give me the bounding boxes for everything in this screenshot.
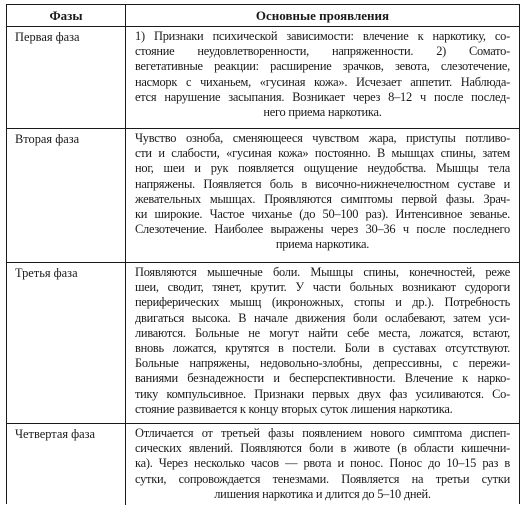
phase-name: Первая фаза bbox=[7, 27, 126, 128]
description-line: приема наркотика. bbox=[275, 237, 370, 252]
phases-table bbox=[6, 4, 520, 504]
table-row bbox=[7, 129, 519, 263]
description-line: стояние развивается к концу вторых суток лишения наркотика. bbox=[135, 401, 453, 416]
description-line: Больные напряжены, недовольно-злобны, депрессивны, с пережи- bbox=[135, 356, 510, 371]
description-line: шеи, сводит, тянет, крутит. У части больных возникают судороги bbox=[135, 280, 510, 295]
description-line: лишения наркотика и длится до 5–10 дней. bbox=[214, 486, 431, 501]
phase-description bbox=[126, 27, 519, 128]
description-line: ки широкие. Частое чиханье (до 50–100 раз). Интенсивное зеванье. bbox=[135, 207, 510, 222]
description-line: периферических мышц (икроножных, стопы и др.). Потребность bbox=[135, 295, 510, 310]
table-row bbox=[7, 263, 519, 424]
phase-name: Вторая фаза bbox=[7, 129, 126, 262]
description-line: ваниями безнадежности и бесперспективности. Влечение к нарко- bbox=[135, 371, 510, 386]
description-line: ется нарушение засыпания. Возникает через 8–12 ч после послед- bbox=[135, 89, 510, 104]
description-line: Отличается от третьей фазы появлением нового симптома диспеп- bbox=[135, 426, 510, 440]
description-line: Слезотечение. Наиболее выражены через 30–36 ч после последнего bbox=[135, 222, 510, 237]
table-header-row bbox=[7, 5, 519, 27]
description-line: жевательных мышцах. Проявляются симптомы первой фазы. Зрач- bbox=[135, 191, 510, 206]
phase-description bbox=[126, 424, 519, 505]
description-line: Появляются мышечные боли. Мышцы спины, конечностей, реже bbox=[135, 265, 510, 279]
description-line: ливаются. Больные не могут найти себе места, ложатся, встают, bbox=[135, 325, 510, 340]
table-row bbox=[7, 27, 519, 129]
description-line: сутки, сопровождается тенезмами. Появляется на третьи сутки bbox=[135, 471, 510, 486]
description-line: стояние неудовлетворенности, напряженности. 2) Сомато- bbox=[135, 44, 510, 59]
phase-name: Четвертая фаза bbox=[7, 424, 126, 505]
description-line: Чувство озноба, сменяющееся чувством жара, приступы потливо- bbox=[135, 131, 510, 145]
header-phase: Фазы bbox=[7, 5, 126, 26]
description-line: насморк с чиханьем, «гусиная кожа». Исчезает аппетит. Наблюда- bbox=[135, 74, 510, 89]
description-line: ка). Через несколько часов — рвота и понос. Понос до 10–15 раз в bbox=[135, 456, 510, 471]
description-line: двигаться высока. В начале движения боли ослабевают, затем уси- bbox=[135, 310, 510, 325]
description-line: сических явлений. Появляются боли в животе (в области кишечни- bbox=[135, 441, 510, 456]
description-line: сти и слабости, «гусиная кожа» постоянно. В мышцах спины, затем bbox=[135, 146, 510, 161]
table-row bbox=[7, 424, 519, 505]
description-line: 1) Признаки психической зависимости: влечение к наркотику, со- bbox=[135, 29, 510, 43]
phase-description bbox=[126, 263, 519, 423]
description-line: тику компульсивное. Признаки первых двух фаз усиливаются. Со- bbox=[135, 386, 510, 401]
description-line: вегетативные реакции: расширение зрачков, зевота, слезотечение, bbox=[135, 59, 510, 74]
phase-description bbox=[126, 129, 519, 262]
description-line: него приема наркотика. bbox=[263, 105, 382, 120]
header-manifestations: Основные проявления bbox=[255, 8, 390, 23]
description-line: вновь ложатся, крутятся в постели. Боли в суставах отсутствуют. bbox=[135, 341, 510, 356]
phase-name: Третья фаза bbox=[7, 263, 126, 423]
description-line: напряжены. Появляется боль в височно-нижнечелюстном суставе и bbox=[135, 176, 510, 191]
description-line: ног, шеи и рук появляется ощущение неудобства. Мышцы тела bbox=[135, 161, 510, 176]
